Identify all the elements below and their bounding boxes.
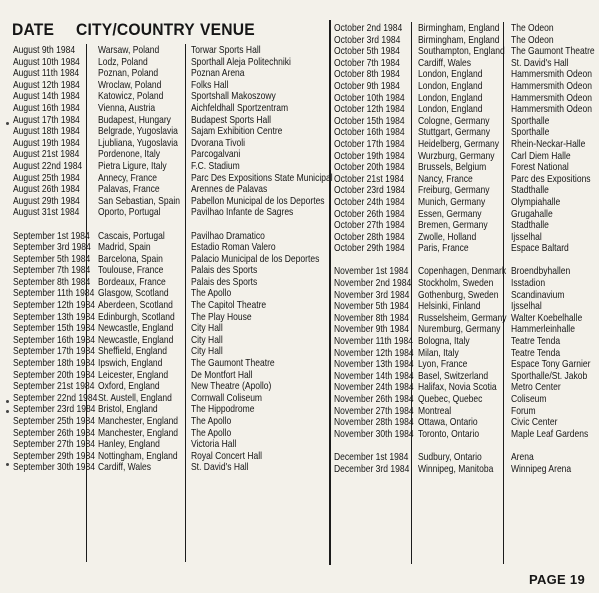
tour-venue-cell: Arennes de Palavas [191, 184, 268, 196]
tour-city-cell: Ljubliana, Yugoslavia [98, 137, 178, 149]
tour-venue-cell: Winnipeg Arena [511, 463, 572, 475]
tour-date-cell: November 27th 1984 [334, 405, 414, 417]
tour-date-cell: November 28th 1984 [334, 417, 414, 429]
tour-venue-cell: Forum [511, 405, 536, 417]
tour-date-cell: September 16th 1984 [13, 334, 95, 346]
tour-date-cell: August 18th 1984 [13, 126, 80, 138]
tour-date-cell: December 3rd 1984 [334, 463, 410, 475]
tour-venue-cell: Torwar Sports Hall [191, 45, 261, 56]
tour-city-cell: Vienna, Austria [98, 102, 156, 114]
tour-city-cell: Aberdeen, Scotland [98, 300, 173, 312]
tour-city-cell: Pordenone, Italy [98, 149, 161, 161]
tour-date-cell: August 25th 1984 [13, 172, 80, 184]
tour-venue-cell: Ijsselhal [511, 301, 542, 313]
tour-date-cell: September 25th 1984 [13, 416, 95, 427]
group-gap [334, 255, 414, 267]
right-venue-column [511, 23, 595, 475]
tour-date-cell: August 11th 1984 [13, 68, 80, 80]
tour-venue-cell: Dvorana Tivoli [191, 137, 245, 149]
tour-date-cell: August 17th 1984 [13, 114, 80, 126]
tour-venue-cell: Pavilhao Infante de Sagres [191, 207, 294, 219]
tour-date-cell: October 12th 1984 [334, 104, 405, 116]
tour-venue-cell: Victoria Hall [191, 439, 237, 451]
tour-date-cell: November 12th 1984 [334, 347, 414, 359]
tour-date-cell: October 24th 1984 [334, 196, 405, 208]
tour-venue-cell: Carl Diem Halle [511, 150, 571, 162]
tour-date-cell: September 5th 1984 [13, 253, 91, 265]
tour-city-cell: Essen, Germany [418, 208, 482, 220]
tour-city-cell: Sudbury, Ontario [418, 451, 482, 463]
tour-date-cell: October 7th 1984 [334, 57, 400, 69]
tour-city-cell: Brussels, Belgium [418, 162, 487, 174]
tour-date-cell: October 28th 1984 [334, 231, 405, 243]
tour-date-cell: August 29th 1984 [13, 195, 80, 207]
tour-city-cell: Bristol, England [98, 404, 158, 416]
tour-city-cell: Toronto, Ontario [418, 428, 480, 440]
tour-date-cell: October 21st 1984 [334, 173, 405, 185]
tour-date-cell: September 29th 1984 [13, 450, 95, 462]
tour-date-cell: September 7th 1984 [13, 265, 91, 277]
tour-venue-cell: Espace Baltard [511, 243, 569, 255]
tour-venue-cell: Teatre Tenda [511, 336, 561, 348]
tour-venue-cell: Arena [511, 451, 534, 463]
tour-venue-cell: Maple Leaf Gardens [511, 428, 589, 440]
tour-city-cell: Poznan, Poland [98, 68, 159, 80]
tour-date-cell: September 15th 1984 [13, 323, 95, 335]
tour-city-cell: Belgrade, Yugoslavia [98, 126, 178, 138]
tour-date-cell: August 14th 1984 [13, 91, 80, 103]
tour-venue-cell: Forest National [511, 162, 569, 174]
tour-city-cell: Cascais, Portugal [98, 230, 165, 242]
tour-date-cell: September 12th 1984 [13, 300, 95, 312]
tour-date-cell: September 23rd 1984 [13, 404, 96, 416]
tour-venue-cell: St. David's Hall [191, 462, 249, 474]
tour-venue-cell: The Apollo [191, 288, 232, 300]
tour-city-cell: Edinburgh, Scotland [98, 311, 175, 323]
tour-date-cell: November 2nd 1984 [334, 278, 412, 290]
tour-venue-cell: The Apollo [191, 416, 232, 427]
tour-venue-cell: Olympiahalle [511, 196, 561, 208]
tour-venue-cell: Ijsselhal [511, 231, 542, 243]
tour-date-cell: October 5th 1984 [334, 46, 400, 58]
tour-venue-cell: Folks Hall [191, 79, 229, 91]
tour-date-cell: November 30th 1984 [334, 428, 414, 440]
tour-city-cell: Bologna, Italy [418, 336, 470, 348]
group-gap [98, 219, 180, 231]
tour-city-cell: Barcelona, Spain [98, 253, 163, 265]
tour-city-cell: Nuremburg, Germany [418, 324, 501, 336]
tour-city-cell: Nottingham, England [98, 450, 178, 462]
tour-date-cell: October 19th 1984 [334, 150, 405, 162]
tour-date-cell: August 26th 1984 [13, 184, 80, 196]
tour-date-cell: September 1st 1984 [13, 230, 90, 242]
group-gap [191, 219, 333, 231]
header-city-country: CITY/COUNTRY [76, 20, 195, 39]
tour-venue-cell: Hammersmith Odeon [511, 69, 592, 81]
tour-city-cell: Lodz, Poland [98, 56, 148, 68]
tour-city-cell: Cardiff, Wales [98, 462, 152, 474]
tour-city-cell: Bremen, Germany [418, 220, 488, 232]
tour-city-cell: Basel, Switzerland [418, 370, 489, 382]
tour-venue-cell: Hammersmith Odeon [511, 104, 592, 116]
tour-city-cell: Ipswich, England [98, 358, 163, 370]
tour-venue-cell: City Hall [191, 334, 223, 346]
tour-venue-cell: Hammersmith Odeon [511, 80, 592, 92]
tour-date-cell: November 11th 1984 [334, 336, 413, 348]
tour-venue-cell: Sporthalle [511, 115, 550, 127]
tour-venue-cell: Isstadion [511, 278, 546, 290]
tour-venue-cell: Grugahalle [511, 208, 553, 220]
tour-venue-cell: Sporthalle/St. Jakob [511, 370, 588, 382]
tour-date-cell: November 9th 1984 [334, 324, 409, 336]
tour-date-cell: September 8th 1984 [13, 276, 91, 288]
tour-venue-cell: The Apollo [191, 427, 232, 439]
tour-venue-cell: Broendbyhallen [511, 266, 571, 278]
tour-city-cell: London, England [418, 104, 483, 116]
tour-city-cell: Palavas, France [98, 184, 160, 196]
tour-venue-cell: Metro Center [511, 382, 561, 394]
left-city-column [98, 45, 180, 474]
tour-venue-cell: Pabellon Municipal de los Deportes [191, 195, 325, 207]
tour-city-cell: Cologne, Germany [418, 115, 490, 127]
binder-mark [6, 400, 9, 403]
group-gap [511, 440, 595, 452]
tour-venue-cell: The Gaumont Theatre [511, 46, 595, 58]
binder-mark [6, 410, 9, 413]
tour-date-cell: September 27th 1984 [13, 439, 95, 451]
tour-city-cell: Wroclaw, Poland [98, 79, 162, 91]
tour-venue-cell: St. David's Hall [511, 57, 569, 69]
tour-city-cell: Madrid, Spain [98, 242, 151, 254]
tour-venue-cell: The Play House [191, 311, 252, 323]
tour-venue-cell: Sporthalle [511, 127, 550, 139]
tour-venue-cell: Stadthalle [511, 185, 549, 197]
tour-date-cell: October 2nd 1984 [334, 23, 403, 34]
binder-mark [6, 122, 9, 125]
tour-city-cell: London, England [418, 92, 483, 104]
tour-date-cell: October 10th 1984 [334, 92, 405, 104]
tour-venue-cell: Royal Concert Hall [191, 450, 263, 462]
tour-city-cell: Halifax, Novia Scotia [418, 382, 497, 394]
tour-date-cell: August 12th 1984 [13, 79, 80, 91]
tour-date-cell: September 11th 1984 [13, 288, 95, 300]
tour-city-cell: Leicester, England [98, 369, 169, 381]
tour-date-cell: September 13th 1984 [13, 311, 95, 323]
tour-city-cell: Freiburg, Germany [418, 185, 490, 197]
tour-venue-cell: Estadio Roman Valero [191, 242, 276, 254]
tour-date-cell: September 3rd 1984 [13, 242, 91, 254]
tour-city-cell: Oporto, Portugal [98, 207, 161, 219]
tour-city-cell: Helsinki, Finland [418, 301, 481, 313]
tour-city-cell: Annecy, France [98, 172, 158, 184]
tour-date-cell: October 26th 1984 [334, 208, 405, 220]
tour-city-cell: Warsaw, Poland [98, 45, 160, 56]
tour-venue-cell: Palais des Sports [191, 265, 258, 277]
tour-city-cell: Oxford, England [98, 381, 160, 393]
header-venue: VENUE [200, 20, 255, 39]
tour-city-cell: Paris, France [418, 243, 469, 255]
tour-date-cell: December 1st 1984 [334, 451, 409, 463]
tour-venue-cell: Walter Koebelhalle [511, 312, 583, 324]
tour-date-cell: September 17th 1984 [13, 346, 95, 358]
tour-venue-cell: Palacio Municipal de los Deportes [191, 253, 320, 265]
tour-city-cell: Munich, Germany [418, 196, 486, 208]
tour-city-cell: Newcastle, England [98, 323, 174, 335]
tour-venue-cell: Hammersmith Odeon [511, 92, 592, 104]
tour-venue-cell: Parc Des Expositions State Municipal [191, 172, 333, 184]
tour-venue-cell: Parcogalvani [191, 149, 241, 161]
tour-venue-cell: New Theatre (Apollo) [191, 381, 272, 393]
tour-date-cell: October 17th 1984 [334, 138, 405, 150]
tour-venue-cell: Poznan Arena [191, 68, 245, 80]
tour-city-cell: Milan, Italy [418, 347, 459, 359]
tour-venue-cell: Teatre Tenda [511, 347, 561, 359]
tour-venue-cell: Sporthall Aleja Politechniki [191, 56, 291, 68]
tour-venue-cell: Sajam Exhibition Centre [191, 126, 283, 138]
right-date-column [334, 23, 414, 475]
tour-city-cell: Winnipeg, Manitoba [418, 463, 494, 475]
tour-city-cell: Bordeaux, France [98, 276, 166, 288]
tour-date-cell: November 8th 1984 [334, 312, 409, 324]
tour-city-cell: Zwolle, Holland [418, 231, 477, 243]
tour-venue-cell: Civic Center [511, 417, 558, 429]
tour-date-cell: August 19th 1984 [13, 137, 80, 149]
group-gap [418, 440, 507, 452]
tour-venue-cell: Stadthalle [511, 220, 549, 232]
tour-venue-cell: The Odeon [511, 34, 554, 46]
tour-date-cell: August 9th 1984 [13, 45, 76, 56]
tour-venue-cell: Budapest Sports Hall [191, 114, 272, 126]
tour-date-cell: August 16th 1984 [13, 102, 80, 114]
tour-city-cell: Wurzburg, Germany [418, 150, 495, 162]
tour-venue-cell: City Hall [191, 323, 223, 335]
tour-venue-cell: De Montfort Hall [191, 369, 253, 381]
tour-date-cell: September 26th 1984 [13, 427, 95, 439]
tour-city-cell: Cardiff, Wales [418, 57, 472, 69]
tour-date-cell: September 22nd 1984 [13, 392, 98, 404]
group-gap [334, 440, 414, 452]
tour-venue-cell: Hammerleinhalle [511, 324, 575, 336]
tour-venue-cell: Pavilhao Dramatico [191, 230, 265, 242]
tour-venue-cell: Sportshall Makoszowy [191, 91, 276, 103]
tour-city-cell: Sheffield, England [98, 346, 168, 358]
tour-city-cell: Nancy, France [418, 173, 473, 185]
tour-city-cell: Copenhagen, Denmark [418, 266, 507, 278]
tour-city-cell: Stuttgart, Germany [418, 127, 490, 139]
tour-city-cell: Pietra Ligure, Italy [98, 160, 167, 172]
tour-date-cell: August 21st 1984 [13, 149, 80, 161]
tour-venue-cell: F.C. Stadium [191, 160, 240, 172]
tour-city-cell: St. Austell, England [98, 392, 172, 404]
tour-date-cell: September 20th 1984 [13, 369, 95, 381]
tour-date-cell: October 23rd 1984 [334, 185, 406, 197]
tour-city-cell: Gothenburg, Sweden [418, 289, 499, 301]
tour-city-cell: Birmingham, England [418, 34, 500, 46]
tour-date-cell: August 10th 1984 [13, 56, 80, 68]
tour-city-cell: Heidelberg, Germany [418, 138, 499, 150]
tour-venue-cell: Rhein-Neckar-Halle [511, 138, 586, 150]
tour-city-cell: Birmingham, England [418, 23, 500, 34]
group-gap [511, 255, 595, 267]
tour-venue-cell: Espace Tony Garnier [511, 359, 591, 371]
tour-city-cell: Montreal [418, 405, 452, 417]
tour-city-cell: San Sebastian, Spain [98, 195, 180, 207]
tour-city-cell: Russelsheim, Germany [418, 312, 507, 324]
page-number: PAGE 19 [528, 572, 585, 587]
tour-city-cell: Ottawa, Ontario [418, 417, 478, 429]
tour-city-cell: London, England [418, 69, 483, 81]
tour-date-cell: November 1st 1984 [334, 266, 409, 278]
tour-city-cell: Hanley, England [98, 439, 160, 451]
tour-date-cell: October 9th 1984 [334, 80, 400, 92]
tour-date-cell: September 30th 1984 [13, 462, 95, 474]
tour-date-cell: November 26th 1984 [334, 394, 414, 405]
tour-city-cell: Stockholm, Sweden [418, 278, 494, 290]
tour-date-cell: August 22nd 1984 [13, 160, 83, 172]
column-rule-left-2 [185, 44, 186, 562]
tour-city-cell: Katowicz, Poland [98, 91, 164, 103]
left-venue-column [191, 45, 333, 474]
tour-venue-cell: City Hall [191, 346, 223, 358]
tour-venue-cell: The Odeon [511, 23, 554, 34]
tour-date-cell: September 21st 1984 [13, 381, 95, 393]
tour-venue-cell: Coliseum [511, 394, 547, 405]
tour-date-cell: October 3rd 1984 [334, 34, 401, 46]
tour-date-cell: November 5th 1984 [334, 301, 409, 313]
tour-date-cell: November 13th 1984 [334, 359, 414, 371]
tour-venue-cell: The Capitol Theatre [191, 300, 267, 312]
tour-venue-cell: Cornwall Coliseum [191, 392, 263, 404]
tour-date-cell: November 24th 1984 [334, 382, 414, 394]
tour-date-cell: October 27th 1984 [334, 220, 405, 232]
tour-city-cell: Toulouse, France [98, 265, 164, 277]
left-date-column [13, 45, 97, 474]
tour-city-cell: Glasgow, Scotland [98, 288, 169, 300]
tour-venue-cell: Scandinavium [511, 289, 565, 301]
tour-date-cell: November 3rd 1984 [334, 289, 410, 301]
binder-mark [6, 463, 9, 466]
tour-date-cell: October 16th 1984 [334, 127, 405, 139]
tour-city-cell: Quebec, Quebec [418, 394, 483, 405]
right-city-column [418, 23, 507, 475]
tour-city-cell: London, England [418, 80, 483, 92]
tour-venue-cell: The Hippodrome [191, 404, 255, 416]
group-gap [418, 255, 507, 267]
tour-city-cell: Manchester, England [98, 416, 179, 427]
tour-venue-cell: Palais des Sports [191, 276, 258, 288]
tour-venue-cell: Aichfeldhall Sportzentram [191, 102, 289, 114]
tour-date-cell: November 14th 1984 [334, 370, 414, 382]
tour-city-cell: Southampton, England [418, 46, 505, 58]
header-date: DATE [12, 20, 55, 39]
tour-date-cell: August 31st 1984 [13, 207, 80, 219]
tour-date-cell: October 29th 1984 [334, 243, 405, 255]
tour-venue-cell: Parc des Expositions [511, 173, 591, 185]
tour-city-cell: Newcastle, England [98, 334, 174, 346]
tour-date-cell: October 8th 1984 [334, 69, 400, 81]
tour-date-cell: September 18th 1984 [13, 358, 95, 370]
tour-date-cell: October 20th 1984 [334, 162, 405, 174]
tour-venue-cell: The Gaumont Theatre [191, 358, 275, 370]
tour-city-cell: Budapest, Hungary [98, 114, 171, 126]
tour-city-cell: Lyon, France [418, 359, 468, 371]
group-gap [13, 219, 97, 231]
tour-city-cell: Manchester, England [98, 427, 179, 439]
tour-date-cell: October 15th 1984 [334, 115, 405, 127]
